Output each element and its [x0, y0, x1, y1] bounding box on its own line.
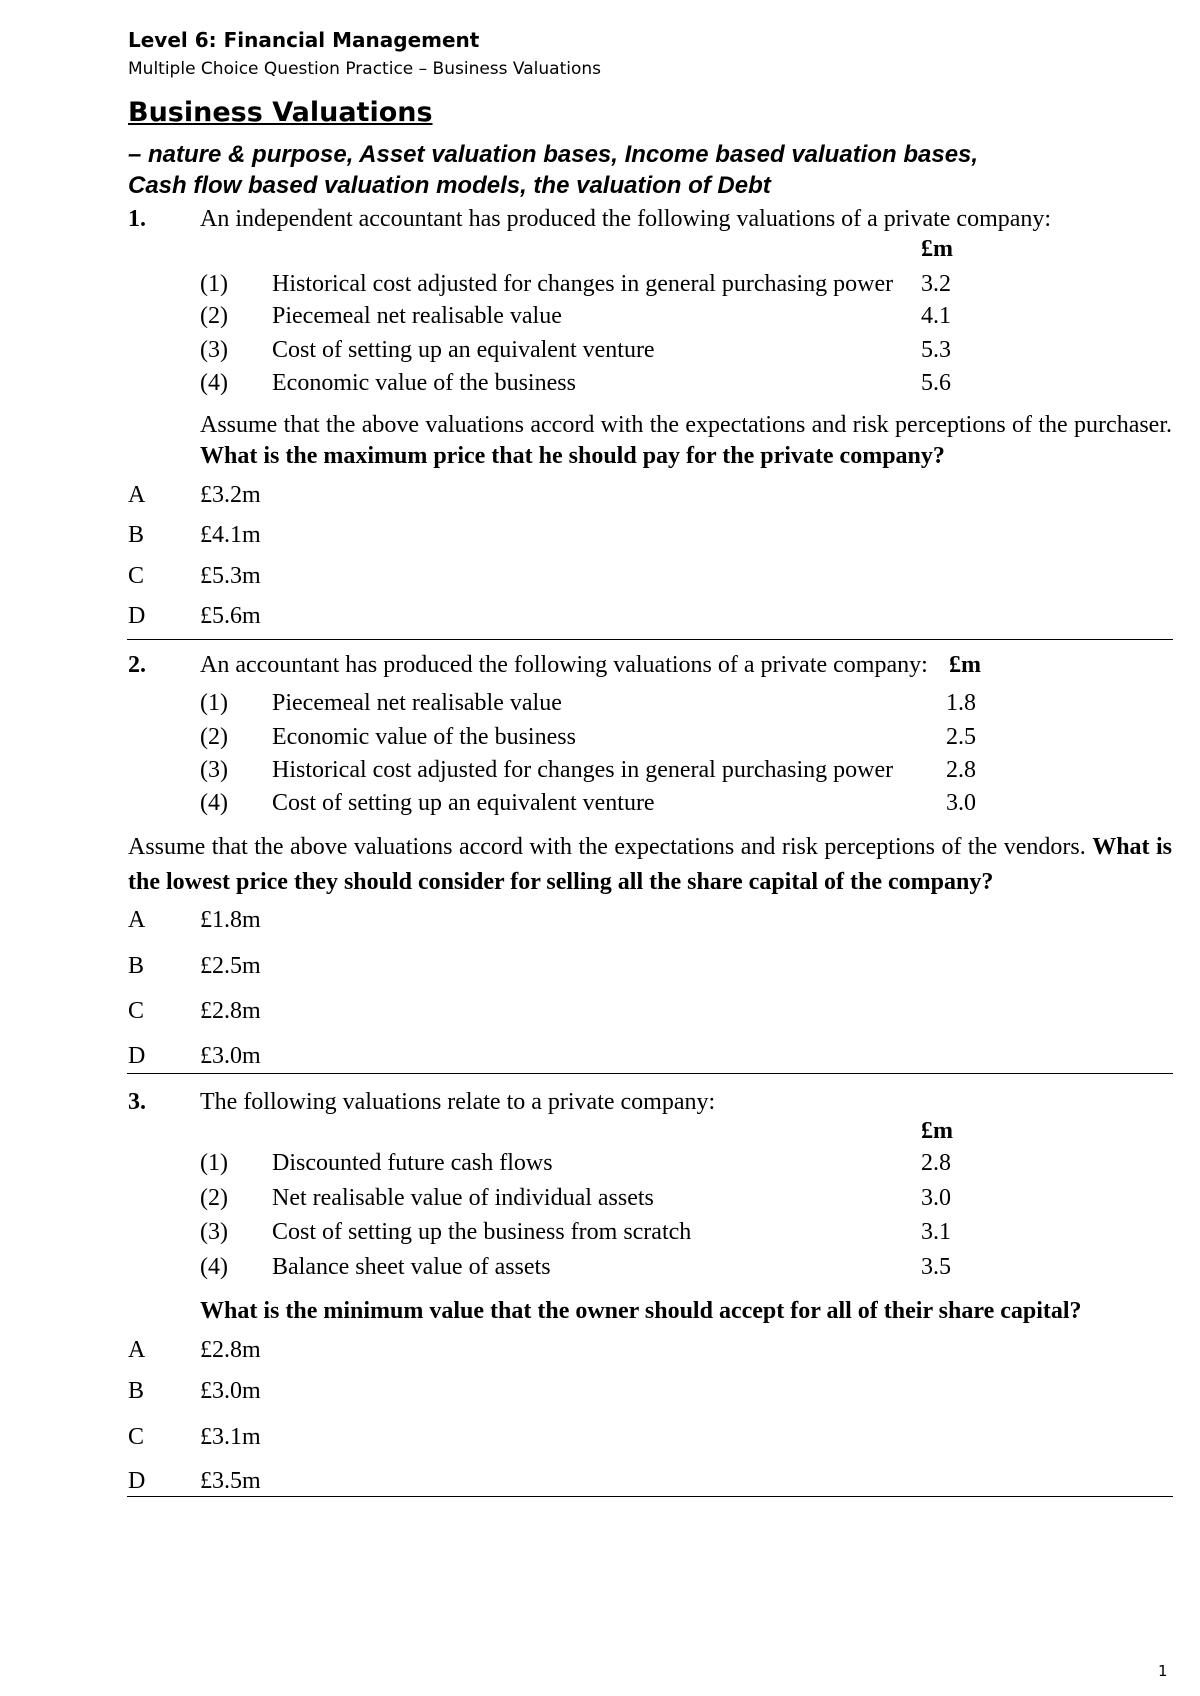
option-letter: B	[128, 953, 145, 979]
option-text: £3.2m	[200, 482, 261, 508]
option-letter: C	[128, 1424, 145, 1450]
option-letter: A	[128, 907, 146, 933]
course-heading: Level 6: Financial Management	[128, 28, 480, 52]
item-number: (1)	[200, 271, 228, 297]
item-label: Economic value of the business	[272, 370, 576, 396]
option-letter: D	[128, 1468, 146, 1494]
unit-header: £m	[921, 1118, 953, 1144]
item-number: (4)	[200, 790, 228, 816]
item-label: Historical cost adjusted for changes in general purchasing power	[272, 271, 894, 297]
option-text: £2.8m	[200, 998, 261, 1024]
option-text: £1.8m	[200, 907, 261, 933]
option-text: £3.1m	[200, 1424, 261, 1450]
item-number: (2)	[200, 724, 228, 750]
item-label: Balance sheet value of assets	[272, 1254, 551, 1280]
unit-header: £m	[949, 652, 981, 678]
item-number: (1)	[200, 690, 228, 716]
item-value: 2.5	[946, 724, 976, 750]
option-letter: C	[128, 563, 145, 589]
question-paragraph	[200, 410, 1172, 472]
item-value: 3.0	[921, 1185, 951, 1211]
divider	[127, 1073, 1173, 1074]
question-prompt: What is the minimum value that the owner should accept for all of their share capital?	[200, 1298, 1082, 1324]
item-number: (2)	[200, 1185, 228, 1211]
item-number: (3)	[200, 1219, 228, 1245]
divider	[127, 639, 1173, 640]
question-prompt: What is the lowest price they should consider for selling all the share capital of the company?	[128, 834, 1173, 895]
item-value: 3.5	[921, 1254, 951, 1280]
item-value: 3.2	[921, 271, 951, 297]
item-label: Historical cost adjusted for changes in general purchasing power	[272, 757, 894, 783]
item-value: 5.3	[921, 337, 951, 363]
item-number: (2)	[200, 303, 228, 329]
question-prompt: What is the maximum price that he should pay for the private company?	[200, 443, 945, 469]
unit-header: £m	[921, 236, 953, 262]
question-stem: The following valuations relate to a private company:	[200, 1089, 716, 1115]
item-label: Discounted future cash flows	[272, 1150, 553, 1176]
item-value: 1.8	[946, 690, 976, 716]
question-stem: An independent accountant has produced the following valuations of a private company:	[200, 206, 1052, 232]
item-number: (3)	[200, 757, 228, 783]
option-text: £3.5m	[200, 1468, 261, 1494]
page-number: 1	[1158, 1662, 1168, 1680]
question-number: 2.	[128, 652, 146, 678]
subtitle-line: Cash flow based valuation models, the valuation of Debt	[128, 172, 771, 199]
subtitle-line: – nature & purpose, Asset valuation bases, Income based valuation bases,	[128, 141, 979, 168]
item-value: 3.0	[946, 790, 976, 816]
item-value: 2.8	[946, 757, 976, 783]
item-label: Piecemeal net realisable value	[272, 690, 562, 716]
item-number: (1)	[200, 1150, 228, 1176]
item-value: 2.8	[921, 1150, 951, 1176]
item-number: (4)	[200, 370, 228, 396]
assumption-text: Assume that the above valuations accord with the expectations and risk perceptions of the vendors.	[128, 834, 1086, 860]
option-text: £4.1m	[200, 522, 261, 548]
assumption-text: Assume that the above valuations accord with the expectations and risk perceptions of the purchaser.	[200, 412, 1172, 438]
option-text: £3.0m	[200, 1378, 261, 1404]
question-paragraph	[128, 830, 1172, 900]
item-label: Cost of setting up the business from scratch	[272, 1219, 692, 1245]
option-letter: D	[128, 603, 146, 629]
item-value: 5.6	[921, 370, 951, 396]
option-letter: B	[128, 1378, 145, 1404]
item-label: Piecemeal net realisable value	[272, 303, 562, 329]
page-subtitle	[128, 139, 1128, 201]
item-label: Net realisable value of individual assets	[272, 1185, 654, 1211]
page-title: Business Valuations	[128, 97, 433, 128]
item-label: Cost of setting up an equivalent venture	[272, 790, 655, 816]
course-subheading: Multiple Choice Question Practice – Business Valuations	[128, 59, 601, 79]
item-label: Economic value of the business	[272, 724, 576, 750]
option-letter: A	[128, 482, 146, 508]
divider	[127, 1496, 1173, 1497]
option-text: £2.8m	[200, 1337, 261, 1363]
option-text: £3.0m	[200, 1043, 261, 1069]
item-label: Cost of setting up an equivalent venture	[272, 337, 655, 363]
option-letter: B	[128, 522, 145, 548]
item-number: (4)	[200, 1254, 228, 1280]
question-number: 1.	[128, 206, 146, 232]
item-number: (3)	[200, 337, 228, 363]
option-text: £5.6m	[200, 603, 261, 629]
option-text: £2.5m	[200, 953, 261, 979]
item-value: 3.1	[921, 1219, 951, 1245]
question-number: 3.	[128, 1089, 146, 1115]
question-stem: An accountant has produced the following valuations of a private company:	[200, 652, 928, 678]
option-letter: C	[128, 998, 145, 1024]
option-letter: D	[128, 1043, 146, 1069]
option-text: £5.3m	[200, 563, 261, 589]
option-letter: A	[128, 1337, 146, 1363]
item-value: 4.1	[921, 303, 951, 329]
